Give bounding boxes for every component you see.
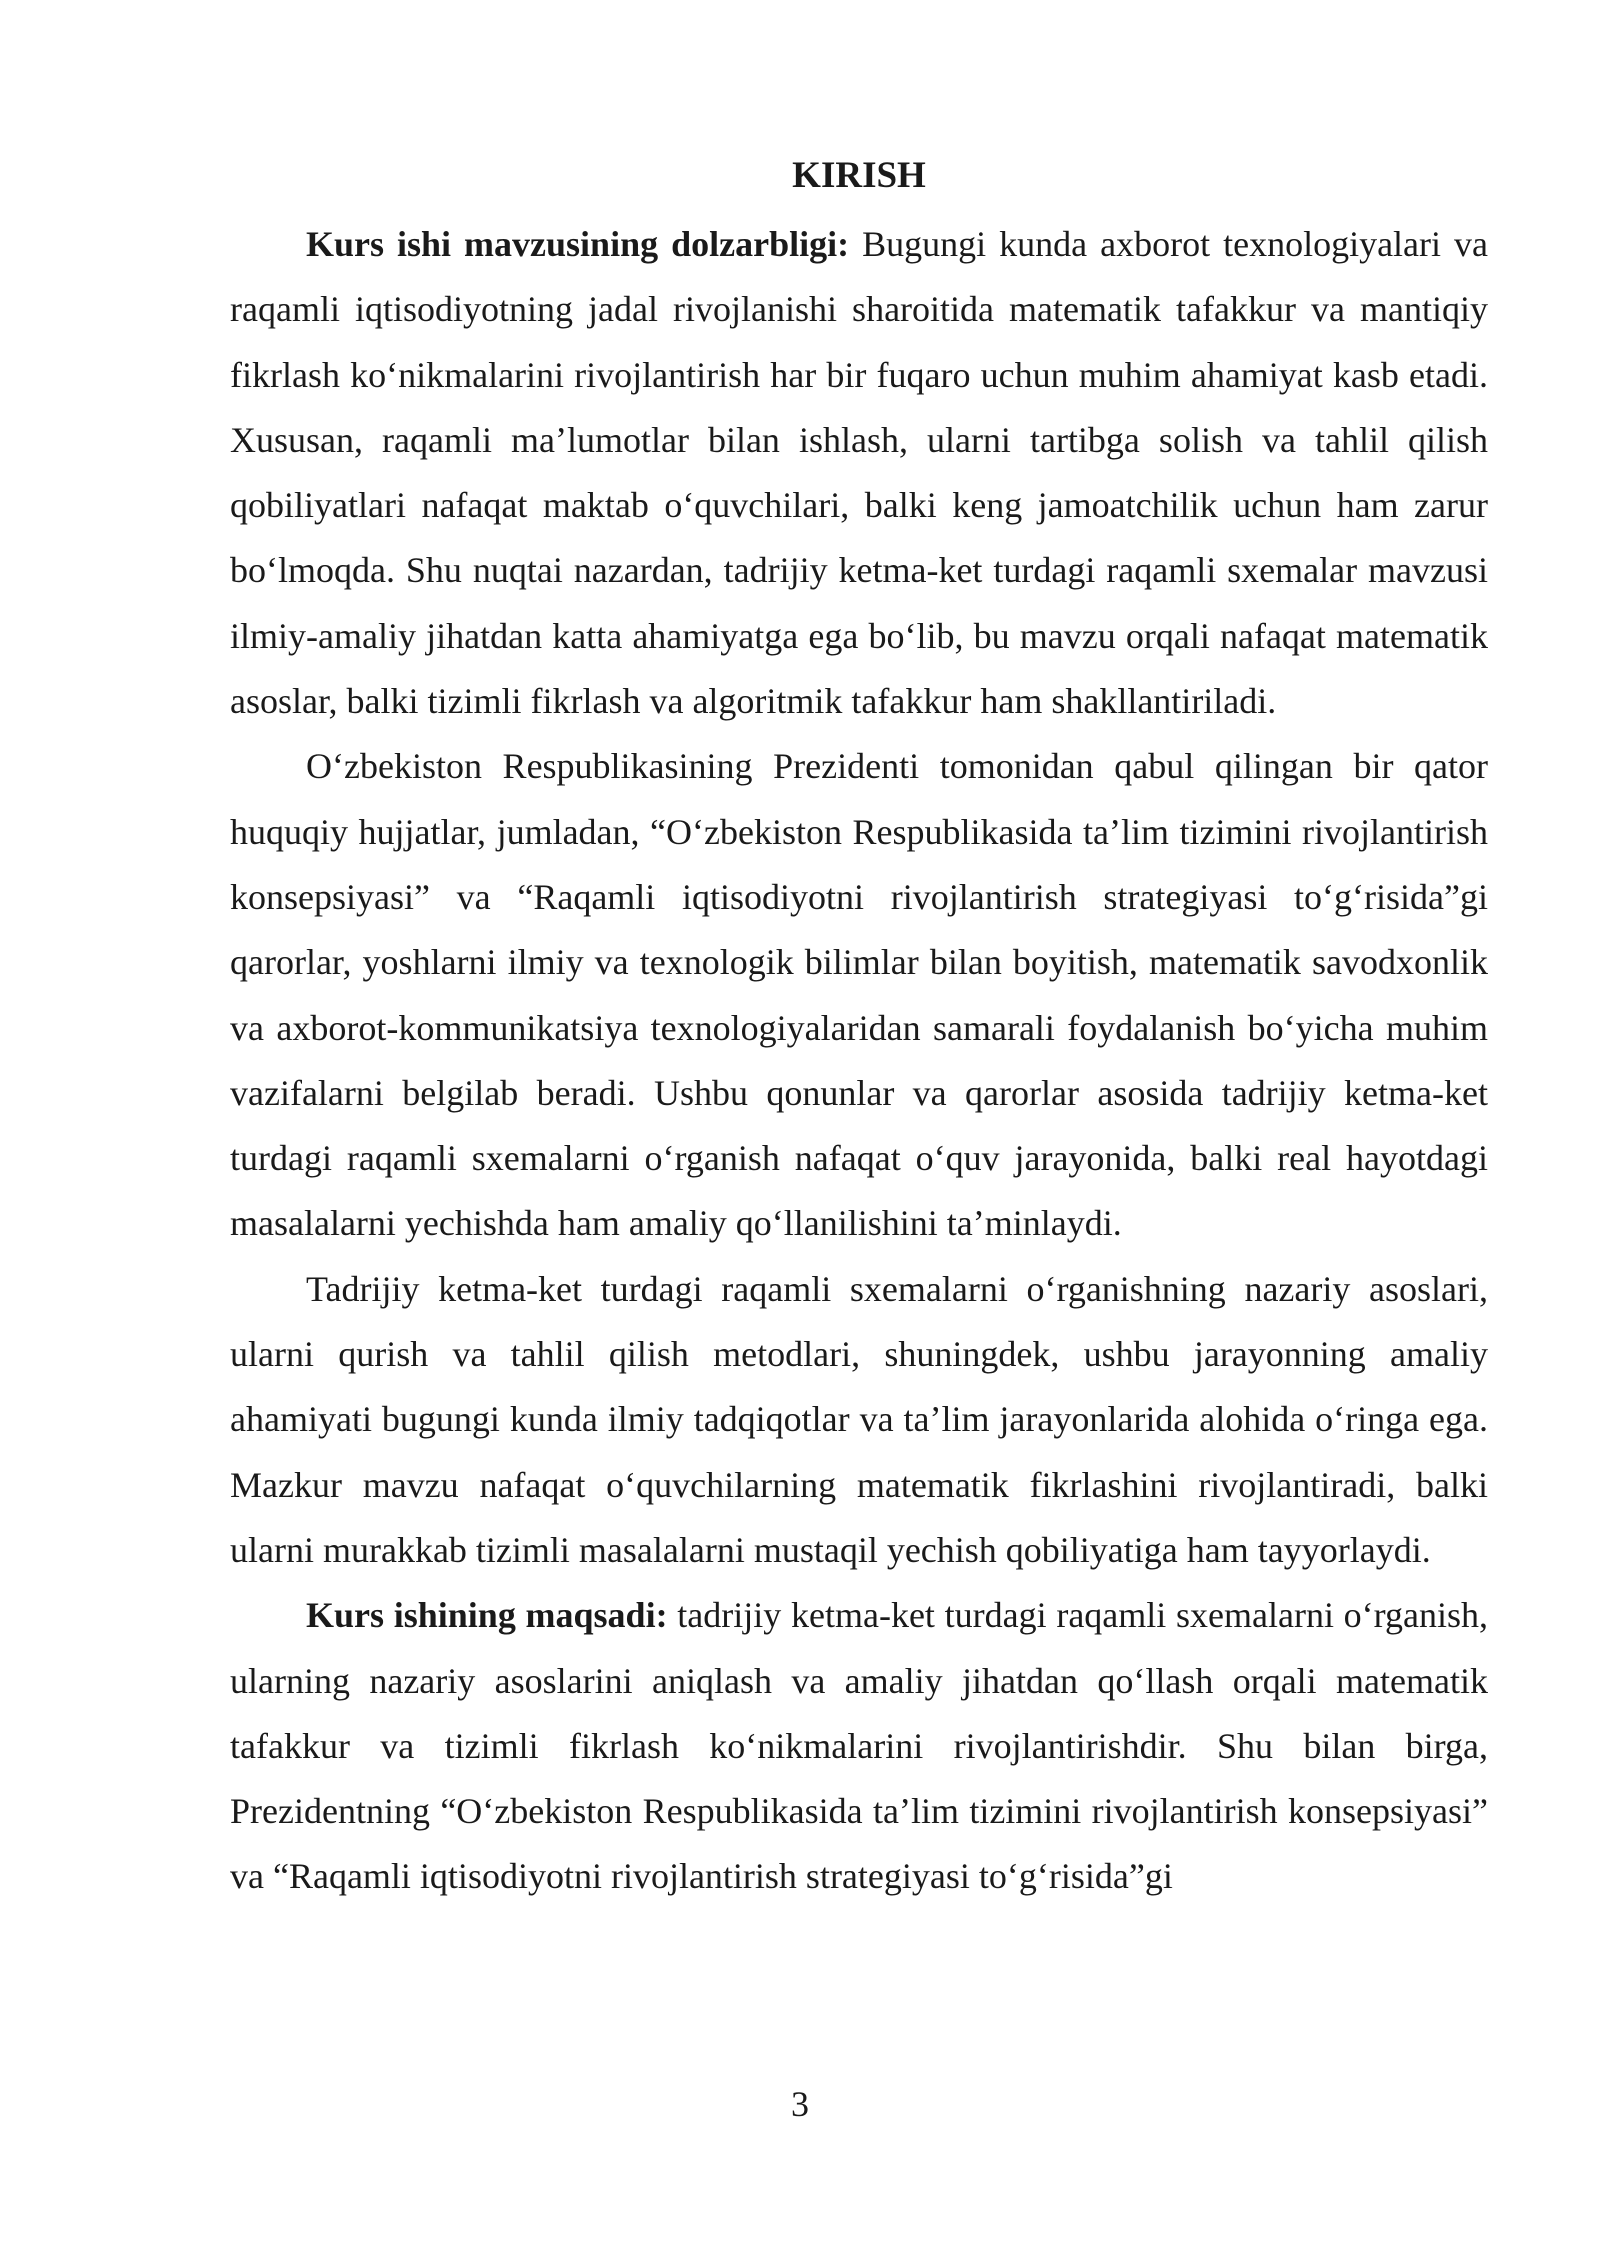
paragraph-text: Bugungi kunda axborot texnologiyalari va raqamli iqtisodiyotning jadal rivojlanishi sharoitida matematik tafakkur va mantiqiy fikrlash koʻnikmalarini rivojlantirish har bir fuqaro uchun muhim ahamiyat kasb etadi. Xususan, raqamli maʼlumotlar bilan ishlash, ularni tartibga solish va tahlil qilish qobiliyatlari nafaqat maktab oʻquvchilari, balki keng jamoatchilik uchun ham zarur boʻlmoqda. Shu nuqtai nazardan, tadrijiy ketma-ket turdagi raqamli sxemalar mavzusi ilmiy-amaliy jihatdan katta ahamiyatga ega boʻlib, bu mavzu orqali nafaqat matematik asoslar, balki tizimli fikrlash va algoritmik tafakkur ham shakllantiriladi.	[230, 224, 1489, 722]
paragraph-goal	[230, 1583, 1488, 1909]
paragraph-text: Tadrijiy ketma-ket turdagi raqamli sxemalarni oʻrganishning nazariy asoslari, ularni qurish va tahlil qilish metodlari, shuningdek, ushbu jarayonning amaliy ahamiyati bugungi kunda ilmiy tadqiqotlar va taʼlim jarayonlarida alohida oʻringa ega. Mazkur mavzu nafaqat oʻquvchilarning matematik fikrlashini rivojlantiradi, balki ularni murakkab tizimli masalalarni mustaqil yechish qobiliyatiga ham tayyorlaydi.	[230, 1268, 1488, 1570]
paragraph-text: tadrijiy ketma-ket turdagi raqamli sxemalarni oʻrganish, ularning nazariy asoslarini aniqlash va amaliy jihatdan qoʻllash orqali matematik tafakkur va tizimli fikrlash koʻnikmalarini rivojlantirishdir. Shu bilan birga, Prezidentning “Oʻzbekiston Respublikasida taʼlim tizimini rivojlantirish konsepsiyasi” va “Raqamli iqtisodiyotni rivojlantirish strategiyasi toʻgʻrisida”gi	[230, 1595, 1488, 1897]
paragraph-theoretical-basis	[230, 1257, 1488, 1583]
paragraph-text: Oʻzbekiston Respublikasining Prezidenti tomonidan qabul qilingan bir qator huquqiy hujjatlar, jumladan, “Oʻzbekiston Respublikasida taʼlim tizimini rivojlantirish konsepsiyasi” va “Raqamli iqtisodiyotni rivojlantirish strategiyasi toʻgʻrisida”gi qarorlar, yoshlarni ilmiy va texnologik bilimlar bilan boyitish, matematik savodxonlik va axborot-kommunikatsiya texnologiyalaridan samarali foydalanish boʻyicha muhim vazifalarni belgilab beradi. Ushbu qonunlar va qarorlar asosida tadrijiy ketma-ket turdagi raqamli sxemalarni oʻrganish nafaqat oʻquv jarayonida, balki real hayotdagi masalalarni yechishda ham amaliy qoʻllanilishini taʼminlaydi.	[230, 746, 1488, 1244]
paragraph-legal-basis	[230, 734, 1488, 1256]
document-page	[230, 150, 1488, 1910]
section-heading: KIRISH	[792, 155, 926, 196]
page-number: 3	[791, 2084, 809, 2124]
paragraph-lead: Kurs ishi mavzusining dolzarbligi:	[306, 224, 850, 264]
paragraph-lead: Kurs ishining maqsadi:	[306, 1595, 668, 1636]
paragraph-relevance	[230, 212, 1488, 734]
